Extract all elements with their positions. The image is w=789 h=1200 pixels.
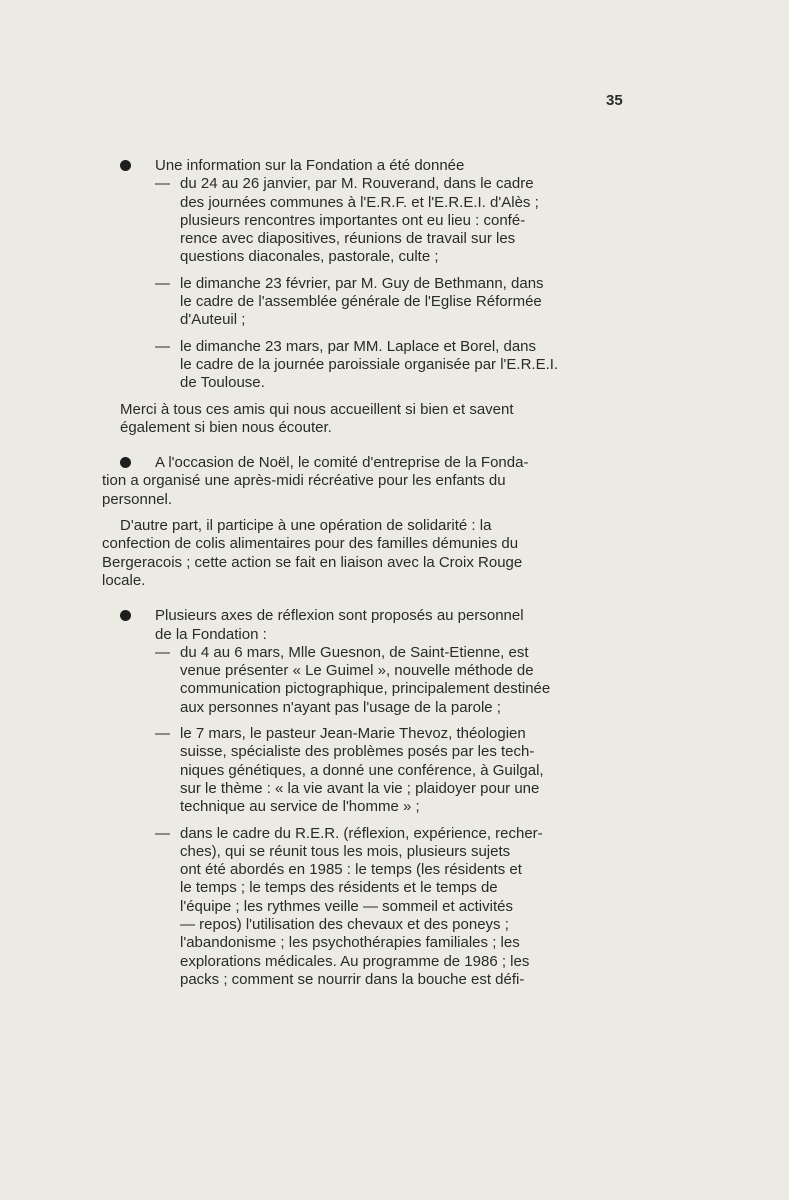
text-line: également si bien nous écouter.	[120, 418, 332, 436]
text-line: Merci à tous ces amis qui nous accueillent si bien et savent	[120, 400, 514, 418]
dash-mark: —	[155, 725, 170, 743]
text-line: communication pictographique, principalement destinée	[180, 680, 551, 698]
section-intro: Une information sur la Fondation a été donnée	[155, 157, 465, 174]
text-line: le cadre de l'assemblée générale de l'Eglise Réformée	[180, 293, 542, 311]
text-line: explorations médicales. Au programme de 1986 ; les	[180, 952, 530, 970]
text-line: Plusieurs axes de réflexion sont proposés au personnel	[155, 607, 524, 625]
text-line: l'équipe ; les rythmes veille — sommeil et activités	[180, 897, 513, 915]
text-line: personnel.	[102, 490, 173, 508]
text-line: Bergeracois ; cette action se fait en liaison avec la Croix Rouge	[102, 553, 523, 571]
list-item	[102, 275, 622, 330]
text-line: le dimanche 23 février, par M. Guy de Bethmann, dans	[180, 274, 544, 292]
text-line: tion a organisé une après-midi récréative pour les enfants du	[102, 472, 506, 490]
text-line: le dimanche 23 mars, par MM. Laplace et Borel, dans	[180, 337, 537, 355]
dash-mark: —	[155, 274, 170, 292]
bullet-icon	[120, 457, 131, 468]
list-item	[102, 644, 622, 717]
text-line: le temps ; le temps des résidents et le temps de	[180, 879, 498, 897]
text-line: rence avec diapositives, réunions de travail sur les	[180, 230, 516, 248]
bullet-icon	[120, 610, 131, 621]
text-line: sur le thème : « la vie avant la vie ; plaidoyer pour une	[180, 779, 540, 797]
bullet-paragraph	[102, 157, 622, 175]
list-item	[102, 725, 622, 816]
text-line: d'Auteuil ;	[180, 311, 246, 329]
bullet-icon	[120, 160, 131, 171]
text-line: D'autre part, il participe à une opération de solidarité : la	[120, 517, 492, 535]
text-line: ont été abordés en 1985 : le temps (les résidents et	[180, 861, 522, 879]
page-number: 35	[606, 92, 623, 109]
text-line: niques génétiques, a donné une conférence, à Guilgal,	[180, 761, 544, 779]
text-line: questions diaconales, pastorale, culte ;	[180, 248, 439, 266]
text-line: du 4 au 6 mars, Mlle Guesnon, de Saint-Etienne, est	[180, 643, 529, 661]
dash-mark: —	[155, 175, 170, 193]
section-reflexion	[102, 607, 622, 989]
text-line: packs ; comment se nourrir dans la bouche est défi-	[180, 970, 525, 988]
text-line: le cadre de la journée paroissiale organisée par l'E.R.E.I.	[180, 355, 559, 373]
text-line: confection de colis alimentaires pour des familles démunies du	[102, 535, 519, 553]
page-body	[102, 157, 622, 989]
text-line: de la Fondation :	[155, 625, 267, 643]
text-line: l'abandonisme ; les psychothérapies familiales ; les	[180, 934, 520, 952]
text-line: plusieurs rencontres importantes ont eu lieu : confé-	[180, 211, 526, 229]
text-line: A l'occasion de Noël, le comité d'entreprise de la Fonda-	[155, 454, 529, 472]
text-line: de Toulouse.	[180, 374, 265, 392]
bullet-paragraph	[102, 607, 622, 625]
list-item	[102, 338, 622, 393]
text-line: dans le cadre du R.E.R. (réflexion, expérience, recher-	[180, 824, 543, 842]
text-line: locale.	[102, 571, 146, 589]
text-line: ches), qui se réunit tous les mois, plusieurs sujets	[180, 842, 511, 860]
text-line: du 24 au 26 janvier, par M. Rouverand, dans le cadre	[180, 175, 534, 193]
text-line: suisse, spécialiste des problèmes posés par les tech-	[180, 743, 535, 761]
text-line: des journées communes à l'E.R.F. et l'E.R.E.I. d'Alès ;	[180, 193, 539, 211]
section-information	[102, 157, 622, 437]
dash-mark: —	[155, 824, 170, 842]
dash-mark: —	[155, 643, 170, 661]
dash-mark: —	[155, 337, 170, 355]
text-line: le 7 mars, le pasteur Jean-Marie Thevoz, théologien	[180, 725, 526, 743]
bullet-paragraph	[102, 454, 622, 472]
section-noel	[102, 454, 622, 590]
text-line: — repos) l'utilisation des chevaux et des poneys ;	[180, 915, 509, 933]
list-item	[102, 825, 622, 990]
list-item	[102, 175, 622, 266]
text-line: aux personnes n'ayant pas l'usage de la parole ;	[180, 698, 501, 716]
text-line: technique au service de l'homme » ;	[180, 798, 420, 816]
closing-paragraph	[102, 401, 622, 438]
text-line: venue présenter « Le Guimel », nouvelle méthode de	[180, 662, 534, 680]
